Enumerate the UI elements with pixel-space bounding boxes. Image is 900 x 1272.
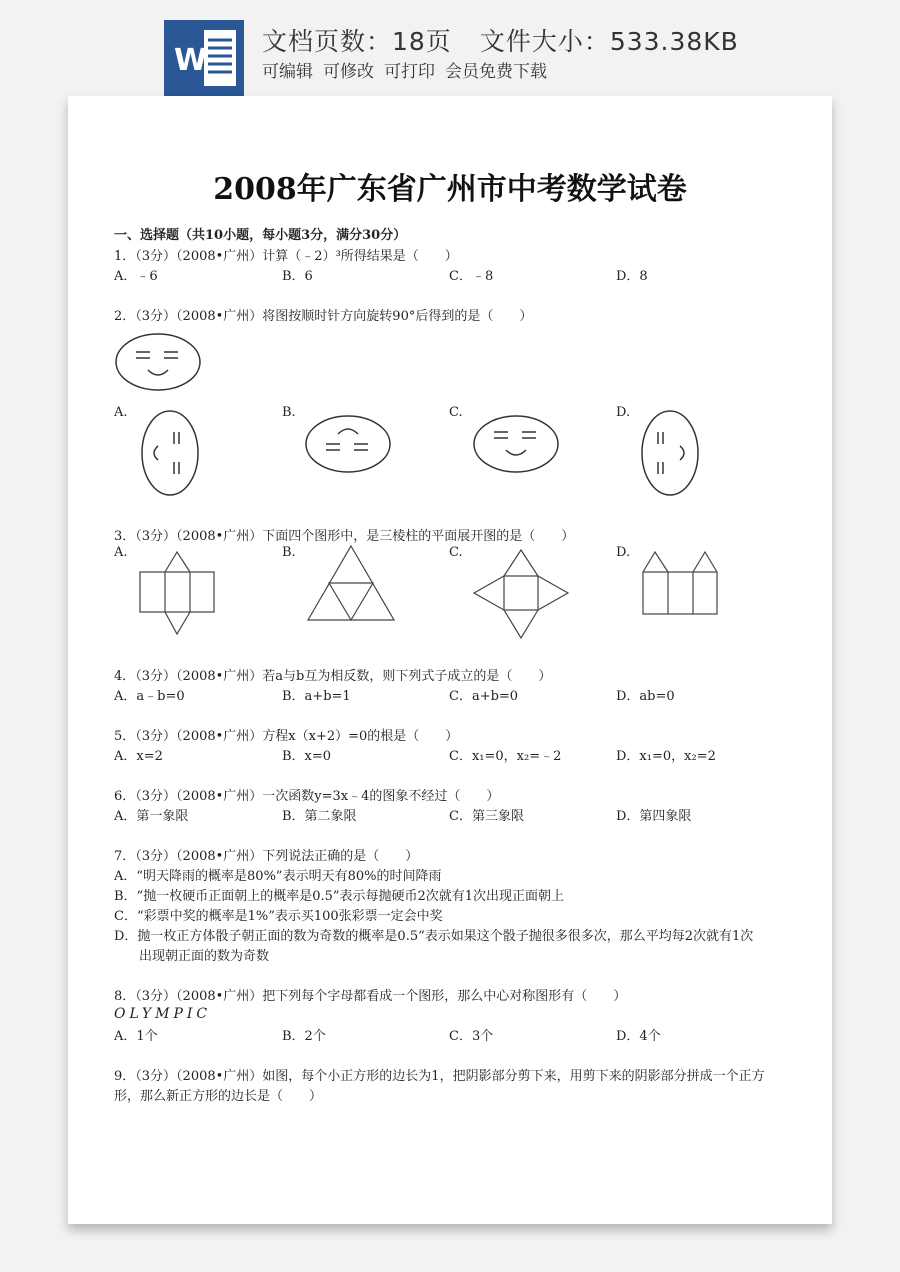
q3-option-d[interactable]: D. — [616, 545, 631, 560]
q3-option-c-figure[interactable] — [472, 546, 572, 646]
q1-option-b[interactable]: B．6 — [282, 269, 313, 284]
q3-option-a[interactable]: A. — [114, 545, 128, 560]
q7-stem: 7．（3分）（2008•广州）下列说法正确的是（ ） — [114, 849, 419, 864]
q2-option-c-figure[interactable] — [472, 414, 562, 474]
feature-free-download[interactable]: 会员免费下载 — [445, 62, 547, 82]
q6-stem: 6．（3分）（2008•广州）一次函数y=3x﹣4的图象不经过（ ） — [114, 789, 500, 804]
q2-option-d[interactable]: D. — [616, 405, 631, 420]
q6-option-a[interactable]: A．第一象限 — [114, 809, 189, 824]
q7-option-a[interactable]: A．“明天降雨的概率是80%”表示明天有80%的时间降雨 — [114, 869, 442, 884]
q5-option-c[interactable]: C．x₁=0，x₂=﹣2 — [449, 749, 562, 764]
q3-stem: 3．（3分）（2008•广州）下面四个图形中，是三棱柱的平面展开图的是（ ） — [114, 529, 575, 544]
exam-title: 2008年广东省广州市中考数学试卷 — [213, 172, 687, 207]
q1-option-d[interactable]: D．8 — [616, 269, 648, 284]
q7-option-c[interactable]: C．“彩票中奖的概率是1%”表示买100张彩票一定会中奖 — [114, 909, 443, 924]
q1-stem: 1．（3分）（2008•广州）计算（﹣2）³所得结果是（ ） — [114, 249, 458, 264]
file-info — [262, 22, 767, 58]
q2-option-b-figure[interactable] — [304, 414, 394, 474]
feature-printable: 可打印 — [384, 62, 435, 82]
q4-option-c[interactable]: C．a+b=0 — [449, 689, 519, 704]
q8-option-a[interactable]: A．1个 — [114, 1029, 158, 1044]
feature-modifiable: 可修改 — [323, 62, 374, 82]
q6-option-d[interactable]: D．第四象限 — [616, 809, 692, 824]
q4-stem: 4．（3分）（2008•广州）若a与b互为相反数，则下列式子成立的是（ ） — [114, 669, 552, 684]
q9-stem-continued: 形，那么新正方形的边长是（ ） — [114, 1089, 323, 1104]
q4-option-b[interactable]: B．a+b=1 — [282, 689, 351, 704]
q8-letters: OLYMPIC — [114, 1006, 212, 1022]
q8-option-b[interactable]: B．2个 — [282, 1029, 326, 1044]
word-icon — [164, 20, 244, 96]
q3-option-c[interactable]: C. — [449, 545, 463, 560]
q4-option-d[interactable]: D．ab=0 — [616, 689, 675, 704]
q6-option-b[interactable]: B．第二象限 — [282, 809, 357, 824]
q3-option-b-figure[interactable] — [306, 544, 396, 624]
q3-option-d-figure[interactable] — [641, 550, 721, 620]
q8-option-c[interactable]: C．3个 — [449, 1029, 494, 1044]
feature-editable: 可编辑 — [262, 62, 313, 82]
q2-option-c[interactable]: C. — [449, 405, 463, 420]
q1-option-a[interactable]: A．﹣6 — [114, 269, 158, 284]
q5-stem: 5．（3分）（2008•广州）方程x（x+2）=0的根是（ ） — [114, 729, 459, 744]
q3-option-a-figure[interactable] — [138, 550, 218, 640]
q7-option-d-continued: 出现朝正面的数为奇数 — [139, 949, 270, 964]
q8-option-d[interactable]: D．4个 — [616, 1029, 661, 1044]
q2-option-a[interactable]: A. — [114, 405, 128, 420]
q1-option-c[interactable]: C．﹣8 — [449, 269, 494, 284]
q2-option-b[interactable]: B. — [282, 405, 296, 420]
feature-list — [262, 57, 557, 82]
q7-option-b[interactable]: B．“抛一枚硬币正面朝上的概率是0.5”表示每抛硬币2次就有1次出现正面朝上 — [114, 889, 565, 904]
q7-option-d[interactable]: D．抛一枚正方体骰子朝正面的数为奇数的概率是0.5“表示如果这个骰子抛很多很多次，那么平均每2次就有1次 — [114, 929, 754, 944]
q2-stem: 2．（3分）（2008•广州）将图按顺时针方向旋转90°后得到的是（ ） — [114, 309, 533, 324]
q2-option-a-figure[interactable] — [140, 408, 200, 498]
q5-option-b[interactable]: B．x=0 — [282, 749, 332, 764]
q6-option-c[interactable]: C．第三象限 — [449, 809, 524, 824]
q4-option-a[interactable]: A．a﹣b=0 — [114, 689, 185, 704]
q8-stem: 8．（3分）（2008•广州）把下列每个字母都看成一个图形，那么中心对称图形有（ ） — [114, 989, 627, 1004]
svg-text:W: W — [174, 43, 208, 78]
page-count: 文档页数：18页 — [262, 27, 452, 56]
q2-face-figure — [114, 332, 204, 392]
section-heading: 一、选择题（共10小题，每小题3分，满分30分） — [114, 228, 407, 243]
q5-option-a[interactable]: A．x=2 — [114, 749, 163, 764]
exam-page — [68, 96, 832, 1224]
download-banner — [0, 0, 900, 100]
q5-option-d[interactable]: D．x₁=0，x₂=2 — [616, 749, 716, 764]
file-size: 文件大小：533.38KB — [479, 27, 739, 56]
q9-stem: 9．（3分）（2008•广州）如图，每个小正方形的边长为1，把阴影部分剪下来，用剪下来的阴影部分拼成一个正方 — [114, 1069, 765, 1084]
q3-option-b[interactable]: B. — [282, 545, 296, 560]
q2-option-d-figure[interactable] — [640, 408, 700, 498]
